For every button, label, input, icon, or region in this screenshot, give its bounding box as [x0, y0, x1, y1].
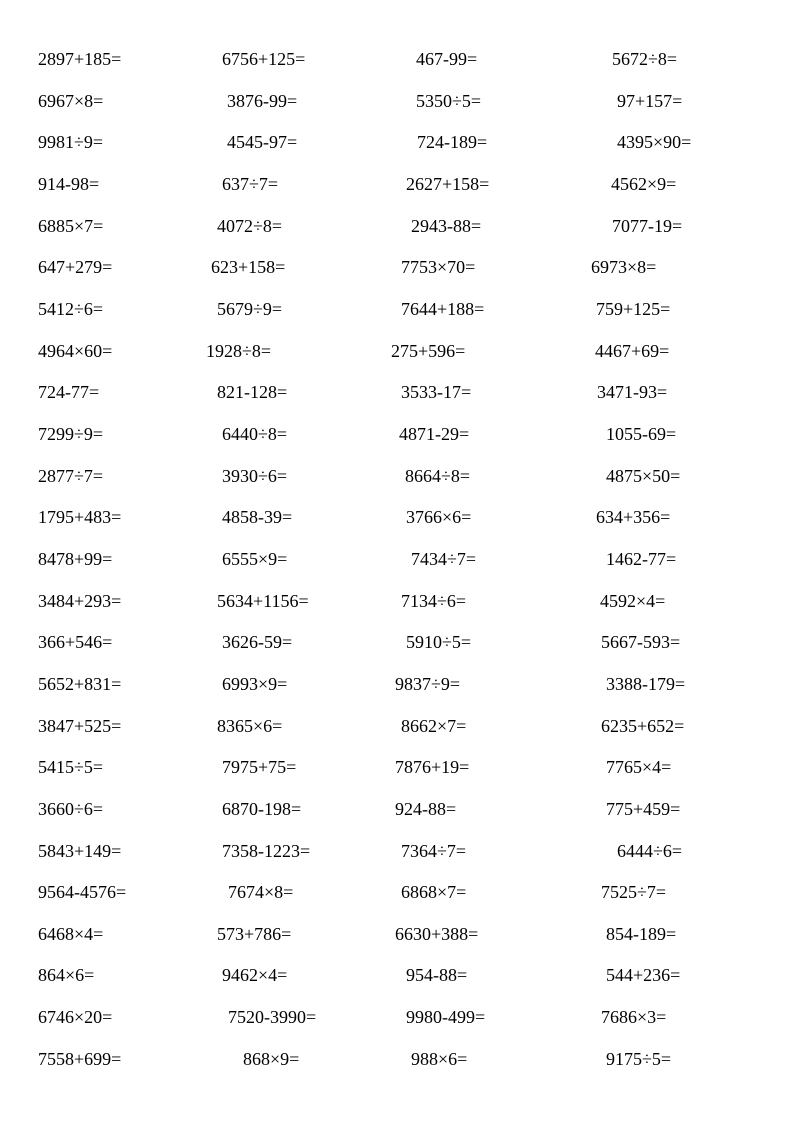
problem-row [0, 338, 794, 364]
arithmetic-problem: 5634+1156= [217, 591, 309, 611]
arithmetic-problem: 97+157= [617, 91, 683, 111]
arithmetic-problem: 5843+149= [38, 841, 122, 861]
arithmetic-problem: 6993×9= [222, 674, 288, 694]
arithmetic-problem: 647+279= [38, 257, 113, 277]
arithmetic-problem: 5350÷5= [416, 91, 482, 111]
arithmetic-problem: 5910÷5= [406, 632, 472, 652]
arithmetic-problem: 724-189= [417, 132, 488, 152]
arithmetic-problem: 7558+699= [38, 1049, 122, 1069]
problem-row [0, 46, 794, 72]
problem-row [0, 1004, 794, 1030]
arithmetic-problem: 623+158= [211, 257, 286, 277]
arithmetic-problem: 4545-97= [227, 132, 298, 152]
arithmetic-problem: 3533-17= [401, 382, 472, 402]
arithmetic-problem: 9981÷9= [38, 132, 104, 152]
arithmetic-problem: 4964×60= [38, 341, 113, 361]
problem-row [0, 421, 794, 447]
arithmetic-problem: 2943-88= [411, 216, 482, 236]
arithmetic-problem: 6235+652= [601, 716, 685, 736]
arithmetic-problem: 467-99= [416, 49, 478, 69]
arithmetic-problem: 6746×20= [38, 1007, 113, 1027]
arithmetic-problem: 8365×6= [217, 716, 283, 736]
arithmetic-problem: 1928÷8= [206, 341, 272, 361]
arithmetic-problem: 821-128= [217, 382, 288, 402]
arithmetic-problem: 9564-4576= [38, 882, 127, 902]
arithmetic-problem: 637÷7= [222, 174, 279, 194]
arithmetic-problem: 8664÷8= [405, 466, 471, 486]
problem-row [0, 754, 794, 780]
arithmetic-problem: 9175÷5= [606, 1049, 672, 1069]
arithmetic-problem: 864×6= [38, 965, 95, 985]
arithmetic-problem: 9980-499= [406, 1007, 486, 1027]
arithmetic-problem: 988×6= [411, 1049, 468, 1069]
arithmetic-problem: 775+459= [606, 799, 681, 819]
arithmetic-problem: 3930÷6= [222, 466, 288, 486]
arithmetic-problem: 914-98= [38, 174, 100, 194]
problem-row [0, 463, 794, 489]
arithmetic-problem: 6885×7= [38, 216, 104, 236]
arithmetic-problem: 3847+525= [38, 716, 122, 736]
arithmetic-problem: 6868×7= [401, 882, 467, 902]
arithmetic-problem: 1795+483= [38, 507, 122, 527]
arithmetic-problem: 8662×7= [401, 716, 467, 736]
arithmetic-problem: 5652+831= [38, 674, 122, 694]
arithmetic-problem: 724-77= [38, 382, 100, 402]
arithmetic-problem: 4072÷8= [217, 216, 283, 236]
problem-row [0, 713, 794, 739]
arithmetic-problem: 6555×9= [222, 549, 288, 569]
arithmetic-problem: 6967×8= [38, 91, 104, 111]
arithmetic-problem: 854-189= [606, 924, 677, 944]
arithmetic-problem: 7358-1223= [222, 841, 311, 861]
arithmetic-problem: 7434÷7= [411, 549, 477, 569]
problem-row [0, 629, 794, 655]
arithmetic-problem: 3484+293= [38, 591, 122, 611]
problem-row [0, 88, 794, 114]
arithmetic-problem: 4395×90= [617, 132, 692, 152]
problem-row [0, 546, 794, 572]
arithmetic-problem: 634+356= [596, 507, 671, 527]
arithmetic-problem: 7686×3= [601, 1007, 667, 1027]
arithmetic-problem: 6630+388= [395, 924, 479, 944]
problem-row [0, 296, 794, 322]
arithmetic-problem: 4467+69= [595, 341, 670, 361]
arithmetic-problem: 573+786= [217, 924, 292, 944]
arithmetic-problem: 868×9= [243, 1049, 300, 1069]
arithmetic-problem: 6468×4= [38, 924, 104, 944]
arithmetic-problem: 9837÷9= [395, 674, 461, 694]
arithmetic-problem: 6444÷6= [617, 841, 683, 861]
arithmetic-problem: 4592×4= [600, 591, 666, 611]
arithmetic-problem: 8478+99= [38, 549, 113, 569]
problem-row [0, 671, 794, 697]
arithmetic-problem: 7077-19= [612, 216, 683, 236]
problem-row [0, 504, 794, 530]
arithmetic-problem: 275+596= [391, 341, 466, 361]
arithmetic-problem: 2627+158= [406, 174, 490, 194]
arithmetic-problem: 5667-593= [601, 632, 681, 652]
arithmetic-problem: 6973×8= [591, 257, 657, 277]
arithmetic-problem: 5679÷9= [217, 299, 283, 319]
arithmetic-problem: 3660÷6= [38, 799, 104, 819]
arithmetic-problem: 366+546= [38, 632, 113, 652]
problem-row [0, 879, 794, 905]
arithmetic-problem: 7520-3990= [228, 1007, 317, 1027]
arithmetic-problem: 7674×8= [228, 882, 294, 902]
problem-row [0, 588, 794, 614]
arithmetic-problem: 3766×6= [406, 507, 472, 527]
arithmetic-problem: 954-88= [406, 965, 468, 985]
arithmetic-problem: 7525÷7= [601, 882, 667, 902]
arithmetic-problem: 4871-29= [399, 424, 470, 444]
arithmetic-problem: 1055-69= [606, 424, 677, 444]
arithmetic-problem: 6870-198= [222, 799, 302, 819]
problem-row [0, 129, 794, 155]
arithmetic-problem: 7644+188= [401, 299, 485, 319]
arithmetic-problem: 6440÷8= [222, 424, 288, 444]
arithmetic-problem: 4858-39= [222, 507, 293, 527]
arithmetic-problem: 7364÷7= [401, 841, 467, 861]
arithmetic-problem: 4875×50= [606, 466, 681, 486]
arithmetic-problem: 3388-179= [606, 674, 686, 694]
arithmetic-problem: 759+125= [596, 299, 671, 319]
arithmetic-problem: 9462×4= [222, 965, 288, 985]
problem-row [0, 962, 794, 988]
arithmetic-problem: 7876+19= [395, 757, 470, 777]
arithmetic-problem: 5672÷8= [612, 49, 678, 69]
arithmetic-problem: 3626-59= [222, 632, 293, 652]
arithmetic-problem: 7753×70= [401, 257, 476, 277]
problem-row [0, 1046, 794, 1072]
arithmetic-problem: 5412÷6= [38, 299, 104, 319]
arithmetic-problem: 7299÷9= [38, 424, 104, 444]
arithmetic-problem: 3471-93= [597, 382, 668, 402]
problem-row [0, 921, 794, 947]
arithmetic-problem: 2897+185= [38, 49, 122, 69]
arithmetic-problem: 4562×9= [611, 174, 677, 194]
problem-row [0, 254, 794, 280]
problem-row [0, 213, 794, 239]
arithmetic-problem: 7134÷6= [401, 591, 467, 611]
arithmetic-problem: 544+236= [606, 965, 681, 985]
problem-row [0, 379, 794, 405]
problem-row [0, 838, 794, 864]
arithmetic-problem: 2877÷7= [38, 466, 104, 486]
arithmetic-problem: 924-88= [395, 799, 457, 819]
arithmetic-problem: 7975+75= [222, 757, 297, 777]
arithmetic-problem: 3876-99= [227, 91, 298, 111]
arithmetic-problem: 1462-77= [606, 549, 677, 569]
problem-row [0, 796, 794, 822]
arithmetic-problem: 5415÷5= [38, 757, 104, 777]
problem-row [0, 171, 794, 197]
arithmetic-problem: 7765×4= [606, 757, 672, 777]
arithmetic-problem: 6756+125= [222, 49, 306, 69]
